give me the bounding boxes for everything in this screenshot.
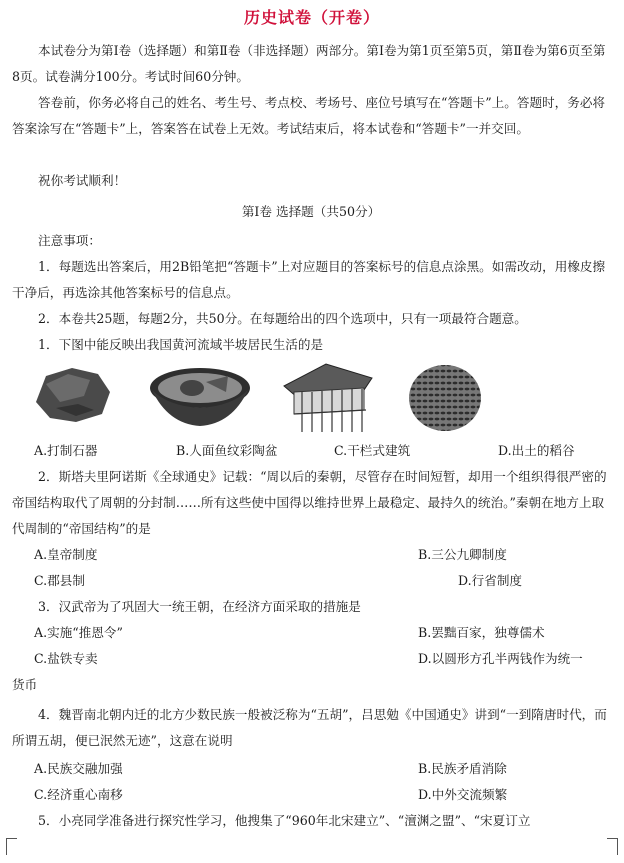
notes-title: 注意事项： — [38, 233, 101, 248]
question-5-stem: 5．小亮同学准备进行探究性学习，他搜集了“960年北宋建立”、“澶渊之盟”、“宋夏订立 — [38, 813, 531, 828]
section-title: 第Ⅰ卷 选择题（共50分） — [241, 204, 381, 219]
q2-option-b[interactable]: B.三公九卿制度 — [418, 547, 507, 562]
question-1-options — [34, 438, 610, 464]
q2-option-a[interactable]: A.皇帝制度 — [34, 547, 98, 562]
painted-pottery-basin-image — [148, 362, 252, 434]
q4-option-c[interactable]: C.经济重心南移 — [34, 787, 123, 802]
note-2: 2．本卷共25题，每题2分，共50分。在每题给出的四个选项中，只有一项最符合题意。 — [38, 311, 527, 326]
question-2-options-row-1 — [34, 542, 610, 568]
q4-option-a[interactable]: A.民族交融加强 — [34, 761, 123, 776]
intro-paragraph-3: 祝你考试顺利！ — [38, 173, 127, 188]
rice-grain-image — [404, 362, 486, 434]
q3-option-d[interactable]: D.以圆形方孔半两钱作为统一 — [418, 651, 583, 666]
q1-option-d[interactable]: D.出土的稻谷 — [498, 443, 575, 458]
question-4-options-row-2 — [34, 782, 610, 808]
q3-option-c[interactable]: C.盐铁专卖 — [34, 651, 98, 666]
q2-option-d[interactable]: D.行省制度 — [458, 573, 523, 588]
page-corner-mark-left — [6, 838, 17, 855]
question-1-images — [32, 362, 592, 434]
question-3-options-row-2 — [34, 646, 610, 672]
question-4-stem: 4．魏晋南北朝内迁的北方少数民族一般被泛称为“五胡”，吕思勉《中国通史》讲到“一到隋唐时代，而所谓五胡，便已泯然无迹”，这意在说明 — [12, 707, 607, 748]
q3-option-b[interactable]: B.罢黜百家，独尊儒术 — [418, 625, 545, 640]
exam-title: 历史试卷（开卷） — [243, 8, 380, 27]
q1-option-a[interactable]: A.打制石器 — [34, 443, 98, 458]
q4-option-d[interactable]: D.中外交流频繁 — [418, 787, 508, 802]
question-4-options-row-1 — [34, 756, 610, 782]
question-2-options-row-2 — [34, 568, 610, 594]
q1-option-b[interactable]: B.人面鱼纹彩陶盆 — [176, 443, 278, 458]
intro-paragraph-2: 答卷前，你务必将自己的姓名、考生号、考点校、考场号、座位号填写在“答题卡”上。答题时，务必将答案涂写在“答题卡”上，答案答在试卷上无效。考试结束后，将本试卷和“答题卡”一并交回。 — [12, 95, 606, 136]
q3-option-a[interactable]: A.实施“推恩令” — [34, 625, 123, 640]
question-3-stem: 3．汉武帝为了巩固大一统王朝，在经济方面采取的措施是 — [38, 599, 361, 614]
question-1-stem: 1．下图中能反映出我国黄河流域半坡居民生活的是 — [38, 337, 324, 352]
question-2-stem: 2．斯塔夫里阿诺斯《全球通史》记载：“周以后的秦朝，尽管存在时间短暂，却用一个组织得很严密的帝国结构取代了周朝的分封制……所有这些使中国得以维持世界上最稳定、最持久的统治。”秦朝在地方上取代周制的“帝国结构”的是 — [12, 469, 607, 536]
q1-option-c[interactable]: C.干栏式建筑 — [334, 443, 411, 458]
question-3-options-row-1 — [34, 620, 610, 646]
note-1: 1．每题选出答案后，用2B铅笔把“答题卡”上对应题目的答案标号的信息点涂黑。如需改动，用橡皮擦干净后，再选涂其他答案标号的信息点。 — [12, 259, 606, 300]
q4-option-b[interactable]: B.民族矛盾消除 — [418, 761, 507, 776]
stone-tool-image — [32, 362, 114, 426]
stilt-house-image — [278, 362, 378, 434]
q3-option-d-continued: 货币 — [12, 677, 38, 692]
intro-paragraph-1: 本试卷分为第Ⅰ卷（选择题）和第Ⅱ卷（非选择题）两部分。第Ⅰ卷为第1页至第5页，第Ⅱ卷为第6页至第8页。试卷满分100分。考试时间60分钟。 — [12, 43, 606, 84]
q2-option-c[interactable]: C.郡县制 — [34, 573, 85, 588]
page-corner-mark-right — [607, 838, 618, 855]
